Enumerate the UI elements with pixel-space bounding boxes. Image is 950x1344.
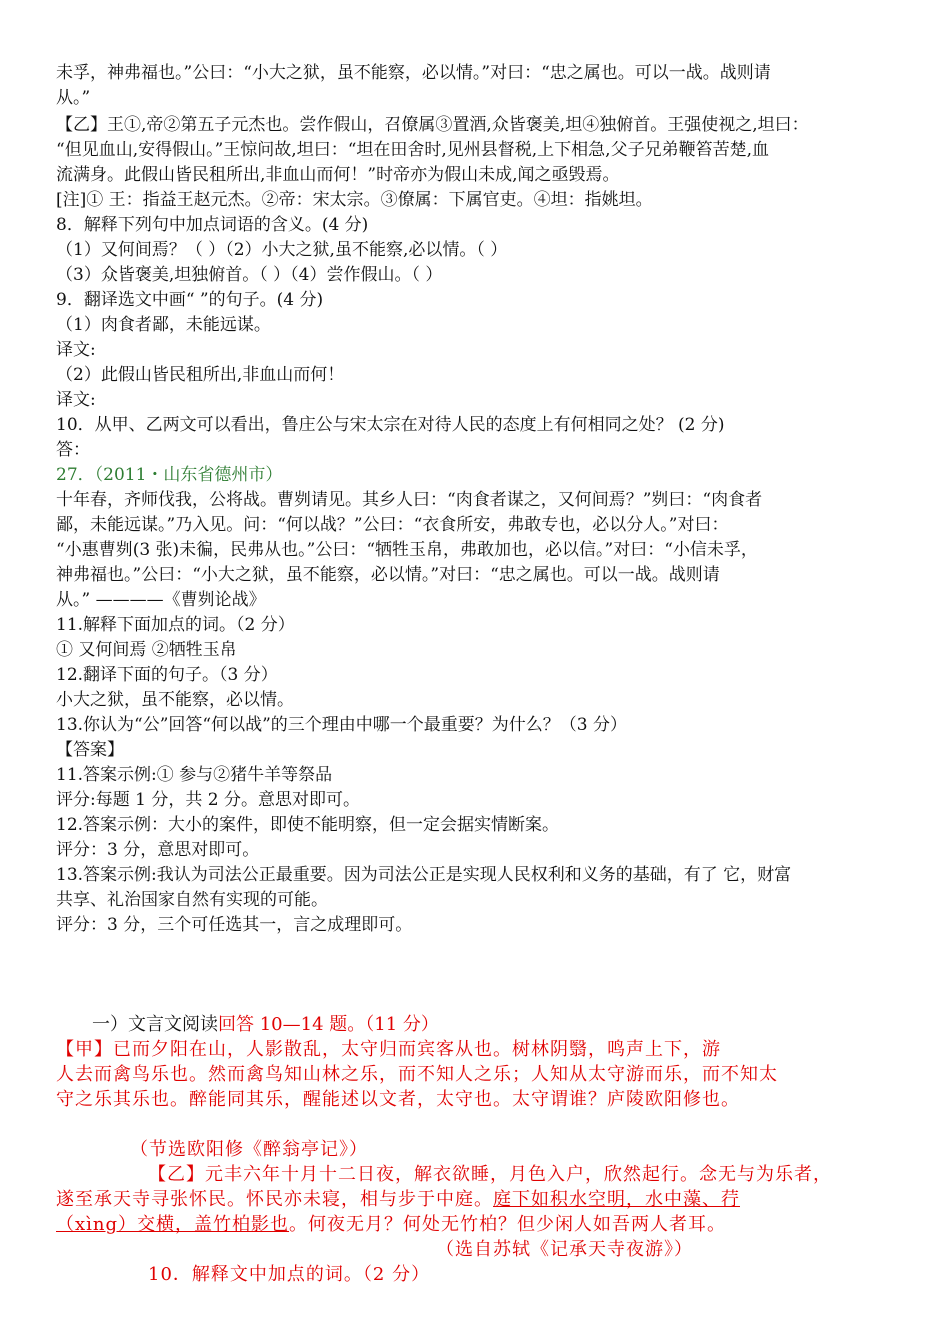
scoring-13: 评分：3 分，三个可任选其一，言之成理即可。 <box>56 915 413 935</box>
passage-yi-line: 【乙】元丰六年十月十二日夜，解衣欲睡，月色入户，欣然起行。念无与为乐者， <box>148 1164 832 1185</box>
question-9: 9．翻译选文中画“ ”的句子。(4 分) <box>56 290 324 310</box>
passage-jia-source: （节选欧阳修《醉翁亭记》） <box>130 1139 368 1160</box>
underlined-sentence: （xìng）交横，盖竹柏影也 <box>56 1214 290 1235</box>
question-12-sentence: 小大之狱，虽不能察，必以情。 <box>56 690 294 710</box>
translation-label: 译文: <box>56 390 96 410</box>
passage-yi-line <box>56 1189 740 1211</box>
answer-13: 13.答案示例:我认为司法公正最重要。因为司法公正是实现人民权利和义务的基础，有了 它，财富 <box>56 865 792 885</box>
section-heading-instructions: 回答 10—14 题。（11 分） <box>218 1014 439 1035</box>
passage-jia-line: 守之乐其乐也。醉能同其乐，醒能述以文者，太守也。太守谓谁？庐陵欧阳修也。 <box>56 1089 740 1110</box>
question-11: 11.解释下面加点的词。（2 分） <box>56 615 295 635</box>
text-line: 十年春，齐师伐我，公将战。曹刿请见。其乡人曰：“肉食者谋之，又何间焉？”刿曰：“肉食者 <box>56 490 763 510</box>
scoring-12: 评分：3 分，意思对即可。 <box>56 840 260 860</box>
translation-label: 译文: <box>56 340 96 360</box>
text-line: 从。” <box>56 88 91 108</box>
passage-yi-line <box>56 1214 726 1236</box>
text-line: 从。” ————《曹刿论战》 <box>56 590 266 610</box>
question-8-items-2: （3）众皆褒美,坦独俯首。（ ）（4）尝作假山。（ ） <box>56 265 443 285</box>
passage-yi-text: 。何夜无月？何处无竹柏？但少闲人如吾两人者耳。 <box>289 1214 727 1235</box>
text-line: 鄙，未能远谋。”乃入见。问：“何以战？”公曰：“衣食所安，弗敢专也，必以分人。”对曰： <box>56 515 729 535</box>
question-12: 12.翻译下面的句子。（3 分） <box>56 665 278 685</box>
answer-heading: 【答案】 <box>56 740 124 760</box>
text-line: 【乙】王①,帝②第五子元杰也。尝作假山，召僚属③置酒,众皆褒美,坦④独俯首。王强使视之,坦曰： <box>56 115 809 135</box>
question-10: 10．从甲、乙两文可以看出，鲁庄公与宋太宗在对待人民的态度上有何相同之处？ (2 分) <box>56 415 725 435</box>
passage-jia-line: 【甲】已而夕阳在山，人影散乱，太守归而宾客从也。树林阴翳，鸣声上下，游 <box>56 1039 721 1060</box>
annotation-note: [注]① 王：指益王赵元杰。②帝：宋太宗。③僚属：下属官吏。④坦：指姚坦。 <box>56 190 653 210</box>
text-line: 神弗福也。”公曰：“小大之狱，虽不能察，必以情。”对曰：“忠之属也。可以一战。战则请 <box>56 565 720 585</box>
passage-jia-line: 人去而禽鸟乐也。然而禽鸟知山林之乐，而不知人之乐；人知从太守游而乐，而不知太 <box>56 1064 778 1085</box>
answer-13-cont: 共享、礼治国家自然有实现的可能。 <box>56 890 328 910</box>
underlined-sentence: 庭下如积水空明，水中藻、荇 <box>493 1189 740 1210</box>
question-8: 8．解释下列句中加点词语的含义。(4 分) <box>56 215 369 235</box>
text-line: 流满身。此假山皆民租所出,非血山而何！”时帝亦为假山未成,闻之亟毁焉。 <box>56 165 620 185</box>
passage-yi-text: 遂至承天寺寻张怀民。怀民亦未寝，相与步于中庭。 <box>56 1189 493 1210</box>
text-line: 未孚，神弗福也。”公曰：“小大之狱，虽不能察，必以情。”对曰：“忠之属也。可以一战。战则请 <box>56 63 771 83</box>
question-8-items-1: （1）又何间焉？（ ）（2）小大之狱,虽不能察,必以情。（ ） <box>56 240 508 260</box>
question-10-section3: 10．解释文中加点的词。（2 分） <box>148 1264 431 1285</box>
question-11-items: ① 又何间焉 ②牺牲玉帛 <box>56 640 237 660</box>
answer-11: 11.答案示例:① 参与②猪牛羊等祭品 <box>56 765 333 785</box>
answer-12: 12.答案示例：大小的案件，即使不能明察，但一定会据实情断案。 <box>56 815 560 835</box>
question-13: 13.你认为“公”回答“何以战”的三个理由中哪一个最重要？为什么？（3 分） <box>56 715 628 735</box>
question-9-item-1: （1）肉食者鄙，未能远谋。 <box>56 315 271 335</box>
question-27-heading: 27．（2011・山东省德州市） <box>56 465 283 485</box>
passage-yi-source: （选自苏轼《记承天寺夜游》） <box>436 1239 693 1260</box>
text-line: “小惠曹刿(3 张)未徧，民弗从也。”公曰：“牺牲玉帛，弗敢加也，必以信。”对曰：“小信未孚， <box>56 540 758 560</box>
text-line: “但见血山,安得假山。”王惊问故,坦曰：“坦在田舍时,见州县督税,上下相急,父子兄弟鞭笞苦楚,血 <box>56 140 769 160</box>
answer-label: 答： <box>56 440 90 460</box>
question-9-item-2: （2）此假山皆民租所出,非血山而何！ <box>56 365 345 385</box>
scoring-11: 评分:每题 1 分，共 2 分。意思对即可。 <box>56 790 360 810</box>
section-heading-title: 一）文言文阅读 <box>92 1014 218 1035</box>
section-heading <box>92 1014 439 1036</box>
